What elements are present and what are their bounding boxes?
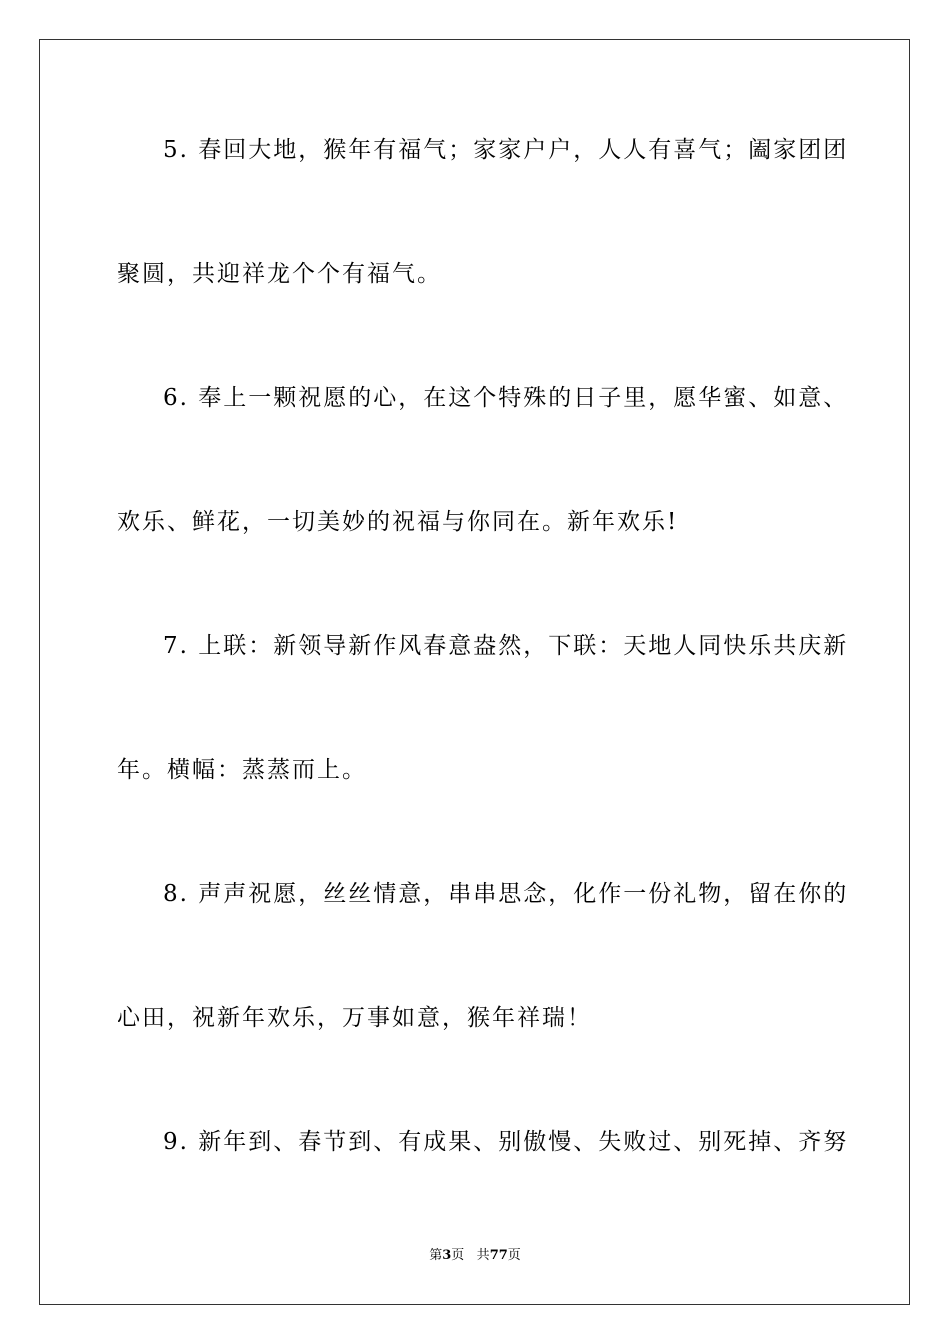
item-8-line-1: 8. 声声祝愿，丝丝情意，串串思念，化作一份礼物，留在你的 — [163, 881, 849, 907]
footer-page-suffix: 页 — [451, 1248, 465, 1263]
item-7-line-2: 年。横幅：蒸蒸而上。 — [117, 757, 367, 783]
item-5-line-2: 聚圆，共迎祥龙个个有福气。 — [117, 261, 442, 287]
item-6-line-1: 6. 奉上一颗祝愿的心，在这个特殊的日子里，愿华蜜、如意、 — [163, 385, 849, 411]
footer-total-prefix: 共 — [476, 1248, 490, 1263]
page-frame — [39, 39, 910, 1305]
item-6-line-2: 欢乐、鲜花，一切美妙的祝福与你同在。新年欢乐! — [117, 509, 679, 535]
item-8-line-2: 心田，祝新年欢乐，万事如意，猴年祥瑞！ — [117, 1005, 592, 1031]
page-footer — [0, 1247, 950, 1265]
footer-total-suffix: 页 — [507, 1248, 521, 1263]
footer-total-pages: 77 — [489, 1248, 508, 1263]
item-5-line-1: 5. 春回大地，猴年有福气；家家户户，人人有喜气；阖家团团 — [163, 137, 849, 163]
item-7-line-1: 7. 上联：新领导新作风春意盎然，下联：天地人同快乐共庆新 — [163, 633, 849, 659]
footer-prefix: 第 — [429, 1248, 443, 1263]
item-9-line-1: 9. 新年到、春节到、有成果、别傲慢、失败过、别死掉、齐努 — [163, 1129, 849, 1155]
footer-page-number: 3 — [442, 1248, 452, 1263]
